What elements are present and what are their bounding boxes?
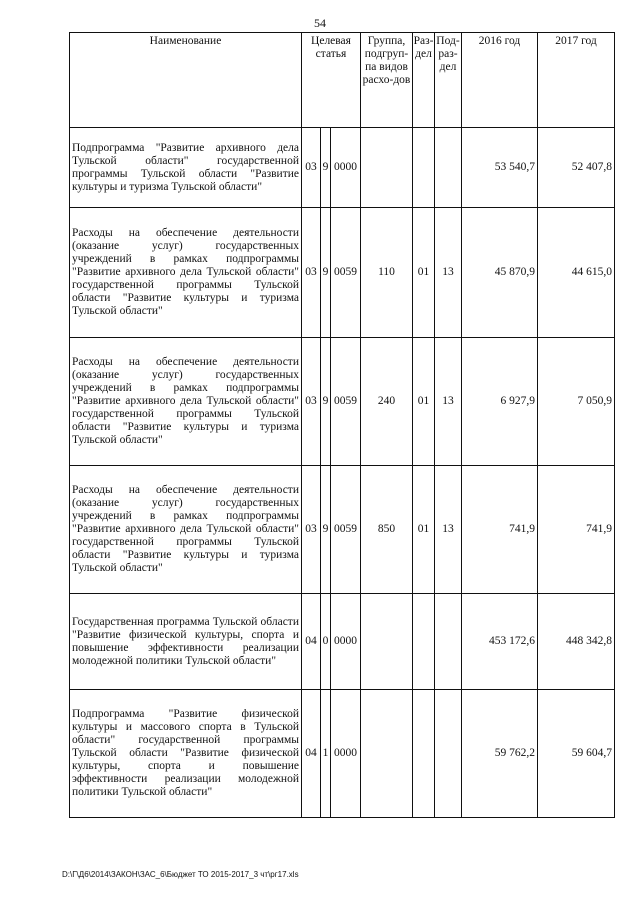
amount-2017: 44 615,0: [538, 208, 615, 338]
target-code-b: 0: [321, 594, 331, 690]
section-code: 01: [413, 338, 435, 466]
header-group: Группа, подгруп-па видов расхо-дов: [361, 33, 413, 128]
target-code-b: 1: [321, 690, 331, 818]
row-name: Подпрограмма "Развитие архивного дела Тульской области" государственной программы Тульской области "Развитие культуры и туризма Тульской области": [70, 128, 302, 208]
table-row: [70, 338, 615, 466]
target-code-a: 03: [302, 208, 321, 338]
header-target: Целевая статья: [302, 33, 361, 128]
table-row: [70, 594, 615, 690]
target-code-a: 03: [302, 338, 321, 466]
table-row: [70, 128, 615, 208]
amount-2017: 59 604,7: [538, 690, 615, 818]
file-path-footer: D:\Г\Д6\2014\ЗАКОН\ЗАС_6\Бюджет ТО 2015-2017_3 чт\рг17.xls: [62, 870, 299, 879]
target-code-a: 03: [302, 466, 321, 594]
subsection-code: [435, 594, 462, 690]
target-code-c: 0000: [331, 128, 361, 208]
target-code-c: 0059: [331, 208, 361, 338]
group-code: 240: [361, 338, 413, 466]
group-code: [361, 690, 413, 818]
section-code: 01: [413, 466, 435, 594]
header-subsection: Под-раз-дел: [435, 33, 462, 128]
section-code: [413, 594, 435, 690]
section-code: [413, 128, 435, 208]
target-code-b: 9: [321, 338, 331, 466]
subsection-code: 13: [435, 466, 462, 594]
header-name: Наименование: [70, 33, 302, 128]
section-code: [413, 690, 435, 818]
group-code: 110: [361, 208, 413, 338]
subsection-code: [435, 690, 462, 818]
amount-2017: 7 050,9: [538, 338, 615, 466]
amount-2016: 453 172,6: [462, 594, 538, 690]
target-code-c: 0059: [331, 338, 361, 466]
amount-2017: 448 342,8: [538, 594, 615, 690]
target-code-c: 0059: [331, 466, 361, 594]
target-code-b: 9: [321, 208, 331, 338]
target-code-a: 04: [302, 690, 321, 818]
table-row: [70, 466, 615, 594]
row-name: Подпрограмма "Развитие физической культуры и массового спорта в Тульской области" государственной программы Тульской области "Развитие физической культуры, спорта и повышение эффективности реализации молодежной политики Тульской области": [70, 690, 302, 818]
subsection-code: 13: [435, 208, 462, 338]
group-code: 850: [361, 466, 413, 594]
amount-2016: 45 870,9: [462, 208, 538, 338]
amount-2017: 52 407,8: [538, 128, 615, 208]
row-name: Расходы на обеспечение деятельности (оказание услуг) государственных учреждений в рамках подпрограммы "Развитие архивного дела Тульской области" государственной программы Тульской области "Развитие культуры и туризма Тульской области": [70, 208, 302, 338]
amount-2016: 6 927,9: [462, 338, 538, 466]
row-name: Расходы на обеспечение деятельности (оказание услуг) государственных учреждений в рамках подпрограммы "Развитие архивного дела Тульской области" государственной программы Тульской области "Развитие культуры и туризма Тульской области": [70, 338, 302, 466]
section-code: 01: [413, 208, 435, 338]
table-row: [70, 690, 615, 818]
row-name: Государственная программа Тульской области "Развитие физической культуры, спорта и повышение эффективности реализации молодежной политики Тульской области": [70, 594, 302, 690]
page-number: 54: [314, 16, 326, 30]
amount-2017: 741,9: [538, 466, 615, 594]
header-2016: 2016 год: [462, 33, 538, 128]
amount-2016: 53 540,7: [462, 128, 538, 208]
target-code-c: 0000: [331, 690, 361, 818]
group-code: [361, 594, 413, 690]
target-code-a: 03: [302, 128, 321, 208]
header-row: [70, 33, 615, 128]
header-2017: 2017 год: [538, 33, 615, 128]
group-code: [361, 128, 413, 208]
table-row: [70, 208, 615, 338]
row-name: Расходы на обеспечение деятельности (оказание услуг) государственных учреждений в рамках подпрограммы "Развитие архивного дела Тульской области" государственной программы Тульской области "Развитие культуры и туризма Тульской области": [70, 466, 302, 594]
target-code-b: 9: [321, 466, 331, 594]
amount-2016: 59 762,2: [462, 690, 538, 818]
target-code-c: 0000: [331, 594, 361, 690]
subsection-code: 13: [435, 338, 462, 466]
header-section: Раз-дел: [413, 33, 435, 128]
subsection-code: [435, 128, 462, 208]
target-code-a: 04: [302, 594, 321, 690]
target-code-b: 9: [321, 128, 331, 208]
budget-table: [69, 32, 615, 818]
amount-2016: 741,9: [462, 466, 538, 594]
